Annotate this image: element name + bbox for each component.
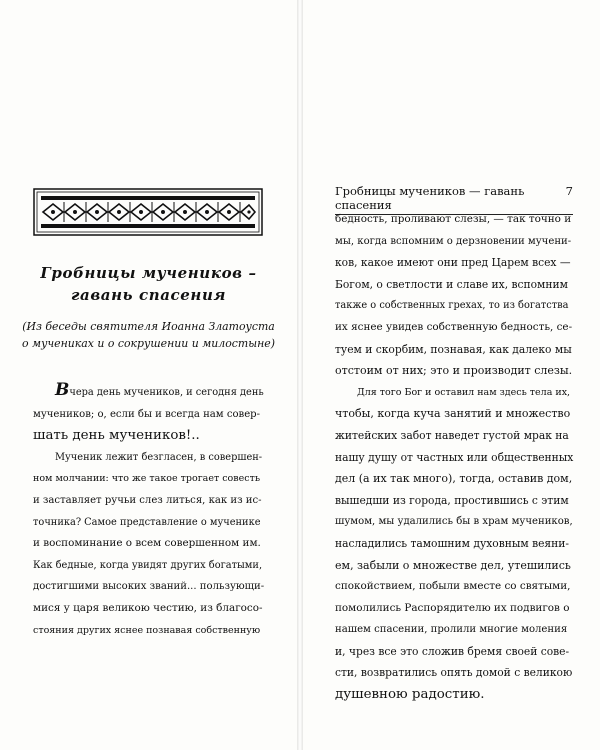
left-body-text xyxy=(33,380,266,641)
text-line: точника? Самое представление о мученике xyxy=(33,516,261,528)
text-line: Для того Бог и оставил нам здесь тела их, xyxy=(357,386,571,398)
text-line: стояния других яснее познавая собственную xyxy=(33,624,261,636)
text-line: житейских забот наведет густой мрак на xyxy=(335,428,569,442)
right-body-text xyxy=(335,209,573,706)
text-line: насладились тамошним духовным веяни- xyxy=(335,536,570,550)
text-line: ков, какое имеют они пред Царем всех — xyxy=(335,256,571,270)
text-line: бедность, проливают слезы, — так точно и xyxy=(335,213,572,225)
text-line: дел (а их так много), тогда, оставив дом, xyxy=(335,472,573,486)
text-line: душевною радостию. xyxy=(335,687,485,703)
text-line: мы, когда вспомним о дерзновении мучени- xyxy=(335,235,572,247)
text-line: шумом, мы удалились бы в храм мучеников, xyxy=(335,516,573,528)
text-line: шать день мучеников!.. xyxy=(33,428,200,444)
text-line: нашем спасении, пролили многие моления xyxy=(335,624,568,636)
text-line: и воспоминание о всем совершенном им. xyxy=(33,537,261,550)
text-line: и, чрез все это сложив бремя своей сове- xyxy=(335,644,570,658)
text-line: и заставляет ручьи слез литься, как из ис- xyxy=(33,494,262,506)
text-line: сти, возвратились опять домой с великою xyxy=(335,666,573,680)
text-line: достигшими высоких званий... пользующи- xyxy=(33,581,265,593)
text-line: их яснее увидев собственную бедность, се- xyxy=(335,320,573,333)
text-line: вышедши из города, простившись с этим xyxy=(335,493,569,507)
text-line: спокойствием, побыли вместе со святыми, xyxy=(335,580,571,593)
chapter-subtitle xyxy=(22,318,275,352)
text-line: Как бедные, когда увидят других богатыми, xyxy=(33,559,263,571)
text-line: мучеников; о, если бы и всегда нам совер- xyxy=(33,408,261,420)
text-line xyxy=(33,380,266,404)
text-line: Богом, о светлости и славе их, вспомним xyxy=(335,277,568,291)
text-line: ном молчании: что же такое трогает совесть xyxy=(33,473,260,485)
text-line: помолились Распорядителю их подвигов о xyxy=(335,601,570,614)
drop-cap: В xyxy=(55,380,70,400)
text-line: мися у царя великою честию, из благосо- xyxy=(33,601,263,614)
text-line: чтобы, когда куча занятий и множество xyxy=(335,407,571,421)
subtitle-line: (Из беседы святителя Иоанна Златоуста xyxy=(22,320,275,333)
text-line: нашу душу от частных или общественных xyxy=(335,450,574,464)
text-line: туем и скорбим, познавая, как далеко мы xyxy=(335,342,572,356)
running-head-title: Гробницы мучеников — гавань спасения xyxy=(335,184,525,212)
chapter-title xyxy=(20,262,277,306)
text-line-content: чера день мучеников, и сегодня день xyxy=(69,387,264,398)
page-number: 7 xyxy=(565,184,573,198)
subtitle-line: о мучениках и о сокрушении и милостыне) xyxy=(22,337,275,350)
chapter-title-line: Гробницы мучеников – xyxy=(40,264,257,282)
text-line: ем, забыли о множестве дел, утешились xyxy=(335,558,571,572)
text-line: Мученик лежит безгласен, в совершен- xyxy=(55,451,263,463)
ornament-band xyxy=(33,188,263,236)
text-line: также о собственных грехах, то из богатства xyxy=(335,300,569,312)
text-line: отстоим от них; это и производит слезы. xyxy=(335,364,573,378)
chapter-title-line: гавань спасения xyxy=(71,286,226,304)
